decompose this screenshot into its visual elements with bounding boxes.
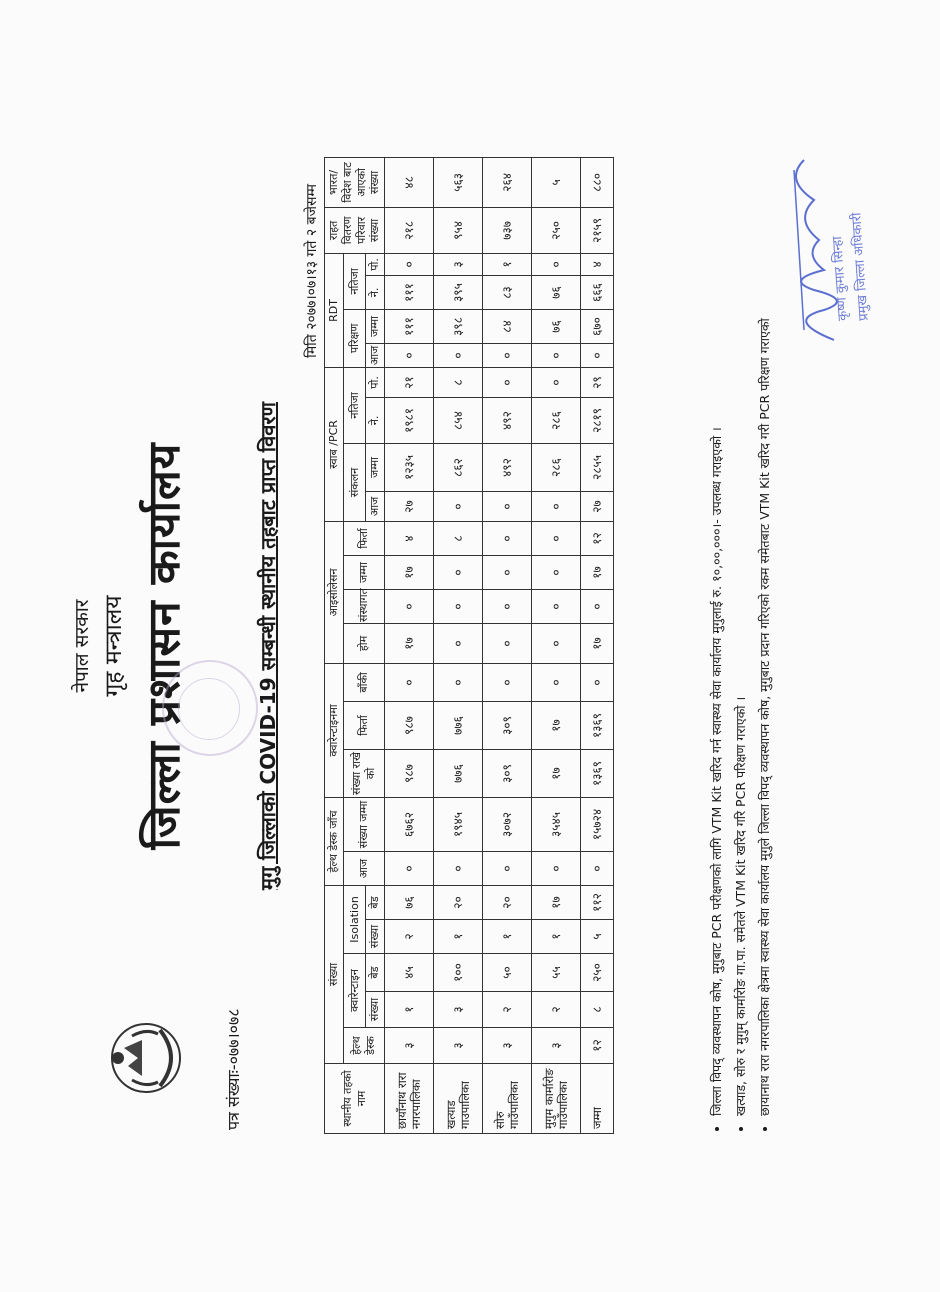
cell-hd-today: ० — [385, 851, 434, 885]
cell-qp-returned: ३०९ — [483, 701, 532, 749]
cell-sw-neg: २८१९ — [581, 397, 614, 443]
cell-ip-returned: १२ — [581, 521, 614, 555]
cell-ip-total: १७ — [581, 555, 614, 589]
cell-qp-kept: ३०९ — [483, 749, 532, 797]
header-ip-returned: फिर्ता — [343, 521, 384, 555]
cell-ip-total: ० — [483, 555, 532, 589]
cell-rdt-pos: ४ — [581, 253, 614, 275]
header-relief: राहत वितरण परिवार संख्या — [325, 207, 385, 253]
cell-india: ५ — [532, 157, 581, 207]
header-qp-remaining: बाँकी — [343, 663, 384, 701]
header-isolation: Isolation — [343, 885, 366, 953]
cell-sw-pos: ० — [532, 367, 581, 397]
cell-rdt-neg: ७६ — [532, 275, 581, 309]
cell-qp-returned: ९८७ — [385, 701, 434, 749]
cell-qp-remaining: ० — [581, 663, 614, 701]
cell-ip-home: ० — [434, 623, 483, 663]
note-item: • खत्याड, सोरु र मुगुम् कार्मारोङ गा.पा. समेतले VTM Kit खरिद गरि PCR परिक्षण गराएको । — [732, 126, 750, 1116]
cell-rdt-neg: ६६६ — [581, 275, 614, 309]
cell-q-count: २ — [483, 992, 532, 1028]
cell-rdt-neg: ८३ — [483, 275, 532, 309]
cell-rdt-neg: १११ — [385, 275, 434, 309]
cell-i-count: १ — [483, 920, 532, 954]
cell-hd-total: १९४५ — [434, 797, 483, 851]
header-rdt-neg: ने. — [366, 275, 385, 309]
header-sw-today: आज — [366, 491, 385, 521]
cell-ip-returned: ४ — [385, 521, 434, 555]
cell-i-count: ५ — [581, 920, 614, 954]
cell-qp-remaining: ० — [385, 663, 434, 701]
office-title: जिल्ला प्रशासन कार्यालय — [139, 442, 190, 850]
cell-sw-total: ८६२ — [434, 443, 483, 491]
cell-ip-institutional: ० — [581, 589, 614, 623]
cell-sw-neg: ४९२ — [483, 397, 532, 443]
cell-q-count: २ — [532, 992, 581, 1028]
local-level-name: जम्मा — [581, 1064, 614, 1134]
cell-qp-kept: ९८७ — [385, 749, 434, 797]
header-qp-kept: संख्या राखे को — [343, 749, 384, 797]
header-helpdesk: हेल्थ डेस्क — [343, 1028, 384, 1064]
cell-hd-total: १५७२४ — [581, 797, 614, 851]
cell-i-count: १ — [434, 920, 483, 954]
cell-ip-home: १७ — [385, 623, 434, 663]
cell-ip-home: ० — [532, 623, 581, 663]
cell-helpdesk: १२ — [581, 1028, 614, 1064]
cell-rdt-total: १११ — [385, 309, 434, 343]
header-sw-pos: पो. — [366, 367, 385, 397]
cell-sw-pos: ८ — [434, 367, 483, 397]
note-item: • जिल्ला विपद् व्यवस्थापन कोष, मुगुबाट PCR परीक्षणको लागि VTM Kit खरिद गर्न स्वास्थ्य सेवा कार्यालय मुगुलाई रु. १०,००,०००।- उपलब्ध गराइएको । — [708, 126, 726, 1116]
header-rdt-result: नतिजा — [343, 253, 366, 309]
cell-qp-returned: ७७६ — [434, 701, 483, 749]
cell-helpdesk: ३ — [434, 1028, 483, 1064]
cell-relief: ९५४ — [434, 207, 483, 253]
local-level-name: खत्याड गाउपालिका — [434, 1064, 483, 1134]
cell-rdt-pos: १ — [483, 253, 532, 275]
header-quarantine-people: क्वारेन्टाइनमा — [325, 663, 344, 797]
cell-ip-institutional: ० — [385, 589, 434, 623]
cell-sw-pos: ० — [483, 367, 532, 397]
subject-line: मुगु जिल्लाको COVID-19 सम्बन्धी स्थानीय तहबाट प्राप्त विवरण — [256, 402, 280, 891]
cell-rdt-pos: ० — [532, 253, 581, 275]
header-ip-home: होम — [343, 623, 384, 663]
header-helpdesk-check: हेल्थ डेस्क जाँच — [325, 797, 344, 885]
cell-sw-today: २७ — [581, 491, 614, 521]
cell-hd-today: ० — [434, 851, 483, 885]
cell-rdt-total: ३९८ — [434, 309, 483, 343]
cell-relief: २५० — [532, 207, 581, 253]
report-date: मिति २०७७।०७।१३ गते २ बजेसम्म — [304, 184, 320, 358]
cell-relief: २१८ — [385, 207, 434, 253]
cell-qp-returned: १३६९ — [581, 701, 614, 749]
local-level-name: सोरु गाउँपालिका — [483, 1064, 532, 1134]
cell-india: ८८० — [581, 157, 614, 207]
cell-ip-home: १७ — [581, 623, 614, 663]
cell-rdt-pos: ३ — [434, 253, 483, 275]
header-swab-pcr: स्वाब /PCR — [325, 367, 344, 521]
ministry-name: गृह मन्त्रालय — [101, 595, 127, 697]
table-row — [532, 157, 581, 1133]
cell-i-count: १ — [532, 920, 581, 954]
header-rdt-test: परिक्षण — [343, 309, 366, 367]
cell-rdt-today: ० — [532, 343, 581, 367]
cell-q-bed: ५५ — [532, 954, 581, 992]
header-count: संख्या — [325, 885, 344, 1063]
header-rdt: RDT — [325, 253, 344, 367]
header-rdt-pos: पो. — [366, 253, 385, 275]
header-q-count: संख्या — [366, 992, 385, 1028]
rotated-document-page — [40, 66, 900, 1226]
cell-q-bed: १०० — [434, 954, 483, 992]
local-level-name: छायाँनाथ रारा नगरपालिका — [385, 1064, 434, 1134]
cell-sw-today: २७ — [385, 491, 434, 521]
cell-i-bed: ७६ — [385, 885, 434, 919]
cell-india: ५६३ — [434, 157, 483, 207]
cell-rdt-total: ६७० — [581, 309, 614, 343]
header-from-abroad: भारत/ विदेश बाट आएको संख्या — [325, 157, 385, 207]
cell-relief: ७३७ — [483, 207, 532, 253]
cell-rdt-today: ० — [483, 343, 532, 367]
cell-rdt-neg: ३९५ — [434, 275, 483, 309]
cell-sw-pos: २१ — [385, 367, 434, 397]
cell-helpdesk: ३ — [385, 1028, 434, 1064]
table-row — [483, 157, 532, 1133]
table-row — [434, 157, 483, 1133]
cell-rdt-today: ० — [581, 343, 614, 367]
cell-hd-today: ० — [581, 851, 614, 885]
cell-q-count: ८ — [581, 992, 614, 1028]
cell-ip-returned: ८ — [434, 521, 483, 555]
cell-q-bed: २५० — [581, 954, 614, 992]
reference-number: पत्र संख्याः-०७७।०७८ — [224, 1008, 243, 1130]
cell-qp-remaining: ० — [483, 663, 532, 701]
signatory-title: प्रमुख जिल्ला अधिकारी — [849, 212, 872, 322]
cell-ip-total: ० — [532, 555, 581, 589]
cell-relief: २१५९ — [581, 207, 614, 253]
cell-i-bed: ११२ — [581, 885, 614, 919]
header-hd-today: आज — [343, 851, 384, 885]
cell-q-count: १ — [385, 992, 434, 1028]
header-rdt-total: जम्मा — [366, 309, 385, 343]
header-quarantine: क्वारेन्टाइन — [343, 954, 366, 1028]
office-stamp — [162, 660, 258, 756]
header-local-level: स्थानीय तहको नाम — [325, 1064, 385, 1134]
cell-qp-returned: १७ — [532, 701, 581, 749]
cell-rdt-total: ७६ — [532, 309, 581, 343]
header-sw-collection: संकलन — [343, 443, 366, 521]
cell-i-bed: २० — [434, 885, 483, 919]
cell-sw-total: २८५५ — [581, 443, 614, 491]
local-level-name: मुगुम कार्मारोङ गाउँपालिका — [532, 1064, 581, 1134]
cell-hd-total: ३५४५ — [532, 797, 581, 851]
cell-sw-today: ० — [434, 491, 483, 521]
cell-ip-returned: ० — [483, 521, 532, 555]
cell-i-bed: २० — [483, 885, 532, 919]
cell-qp-kept: १७ — [532, 749, 581, 797]
cell-hd-total: ६७६२ — [385, 797, 434, 851]
signatory-name: कृष्ण कुमार सिन्हा — [830, 235, 851, 322]
cell-helpdesk: ३ — [532, 1028, 581, 1064]
cell-i-bed: १७ — [532, 885, 581, 919]
cell-qp-remaining: ० — [532, 663, 581, 701]
note-item: • छायानाथ रारा नगरपालिका क्षेत्रमा स्वास्थ्य सेवा कार्यालय मुगुले जिल्ला विपद् व्यवस्थापन कोष, मुगुबाट प्रदान गरिएको रकम समेतबाट VTM Kit खरिद गरी PCR परिक्षण गराएको — [756, 126, 774, 1116]
cell-hd-today: ० — [483, 851, 532, 885]
cell-sw-neg: १९८१ — [385, 397, 434, 443]
cell-sw-today: ० — [532, 491, 581, 521]
cell-sw-pos: २९ — [581, 367, 614, 397]
header-i-bed: बेड — [366, 885, 385, 919]
cell-ip-total: १७ — [385, 555, 434, 589]
cell-india: २६४ — [483, 157, 532, 207]
header-sw-total: जम्मा — [366, 443, 385, 491]
cell-ip-total: ० — [434, 555, 483, 589]
cell-ip-institutional: ० — [434, 589, 483, 623]
header-i-count: संख्या — [366, 920, 385, 954]
cell-qp-remaining: ० — [434, 663, 483, 701]
cell-sw-total: २८६ — [532, 443, 581, 491]
cell-qp-kept: ७७६ — [434, 749, 483, 797]
cell-rdt-pos: ० — [385, 253, 434, 275]
header-hd-total: संख्या जम्मा — [343, 797, 384, 851]
cell-sw-total: १२३५ — [385, 443, 434, 491]
header-sw-neg: ने. — [366, 397, 385, 443]
covid-data-table — [324, 157, 614, 1134]
table-row — [581, 157, 614, 1133]
cell-rdt-total: ८४ — [483, 309, 532, 343]
government-name: नेपाल सरकार — [71, 599, 93, 693]
cell-q-count: ३ — [434, 992, 483, 1028]
header-ip-institutional: संस्थागत — [343, 589, 384, 623]
cell-rdt-today: ० — [385, 343, 434, 367]
cell-sw-neg: ८५४ — [434, 397, 483, 443]
cell-hd-today: ० — [532, 851, 581, 885]
header-q-bed: बेड — [366, 954, 385, 992]
cell-rdt-today: ० — [434, 343, 483, 367]
cell-hd-total: ३०७२ — [483, 797, 532, 851]
cell-ip-institutional: ० — [532, 589, 581, 623]
cell-ip-home: ० — [483, 623, 532, 663]
cell-sw-neg: २८६ — [532, 397, 581, 443]
cell-ip-institutional: ० — [483, 589, 532, 623]
table-row — [385, 157, 434, 1133]
header-rdt-today: आज — [366, 343, 385, 367]
header-qp-returned: फिर्ता — [343, 701, 384, 749]
cell-q-bed: ४५ — [385, 954, 434, 992]
header-isolation-people: आइसोलेसन — [325, 521, 344, 663]
cell-q-bed: ५० — [483, 954, 532, 992]
cell-qp-kept: १३६९ — [581, 749, 614, 797]
cell-helpdesk: ३ — [483, 1028, 532, 1064]
header-ip-total: जम्मा — [343, 555, 384, 589]
header-sw-result: नतिजा — [343, 367, 366, 443]
cell-sw-today: ० — [483, 491, 532, 521]
cell-ip-returned: ० — [532, 521, 581, 555]
cell-sw-total: ४९२ — [483, 443, 532, 491]
cell-india: ४८ — [385, 157, 434, 207]
cell-i-count: २ — [385, 920, 434, 954]
